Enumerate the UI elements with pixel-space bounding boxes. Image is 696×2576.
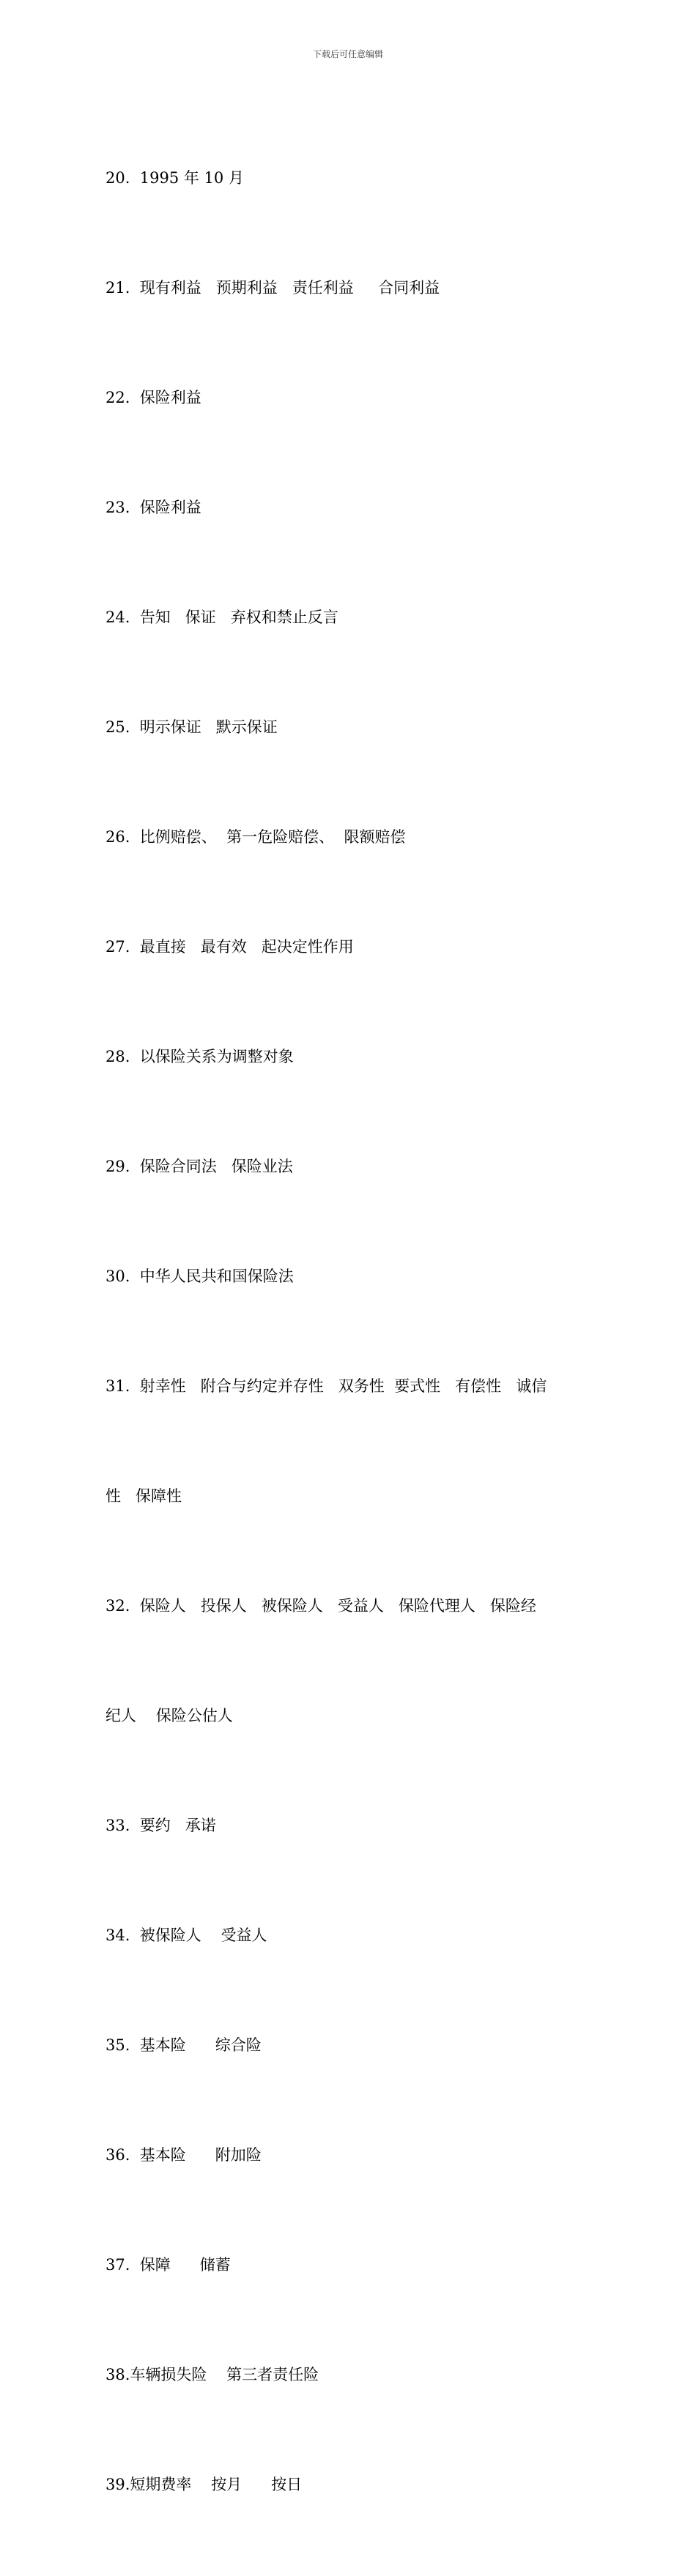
answer-line-29: 29. 保险合同法 保险业法: [105, 1158, 293, 1175]
answer-line-23: 23. 保险利益: [105, 499, 201, 516]
answer-line-28: 28. 以保险关系为调整对象: [105, 1048, 294, 1065]
answer-line-36: 36. 基本险 附加险: [105, 2146, 262, 2164]
answer-line-35: 35. 基本险 综合险: [105, 2036, 262, 2054]
answer-line-32: 32. 保险人 投保人 被保险人 受益人 保险代理人 保险经: [105, 1597, 536, 1615]
header-note: 下载后可任意编辑: [312, 49, 383, 59]
answer-line-26: 26. 比例赔偿、 第一危险赔偿、 限额赔偿: [105, 828, 406, 846]
answer-line-31-cont: 性 保障性: [105, 1487, 182, 1505]
answer-line-21: 21. 现有利益 预期利益 责任利益 合同利益: [105, 279, 440, 297]
answer-line-25: 25. 明示保证 默示保证: [105, 718, 278, 736]
answer-line-20: 20. 1995 年 10 月: [105, 169, 244, 187]
answer-line-34: 34. 被保险人 受益人: [105, 1927, 267, 1944]
answer-line-33: 33. 要约 承诺: [105, 1817, 216, 1834]
answer-line-27: 27. 最直接 最有效 起决定性作用: [105, 938, 354, 956]
answer-line-37: 37. 保障 储蓄: [105, 2256, 231, 2274]
answer-list: [105, 86, 596, 2576]
answer-line-32-cont: 纪人 保险公估人: [105, 1707, 233, 1724]
answer-line-24: 24. 告知 保证 弃权和禁止反言: [105, 608, 338, 626]
answer-line-31: 31. 射幸性 附合与约定并存性 双务性 要式性 有偿性 诚信: [105, 1377, 547, 1395]
answer-line-39: 39.短期费率 按月 按日: [105, 2476, 303, 2493]
answer-line-38: 38.车辆损失险 第三者责任险: [105, 2366, 319, 2383]
answer-line-22: 22. 保险利益: [105, 389, 201, 406]
answer-line-30: 30. 中华人民共和国保险法: [105, 1267, 294, 1285]
